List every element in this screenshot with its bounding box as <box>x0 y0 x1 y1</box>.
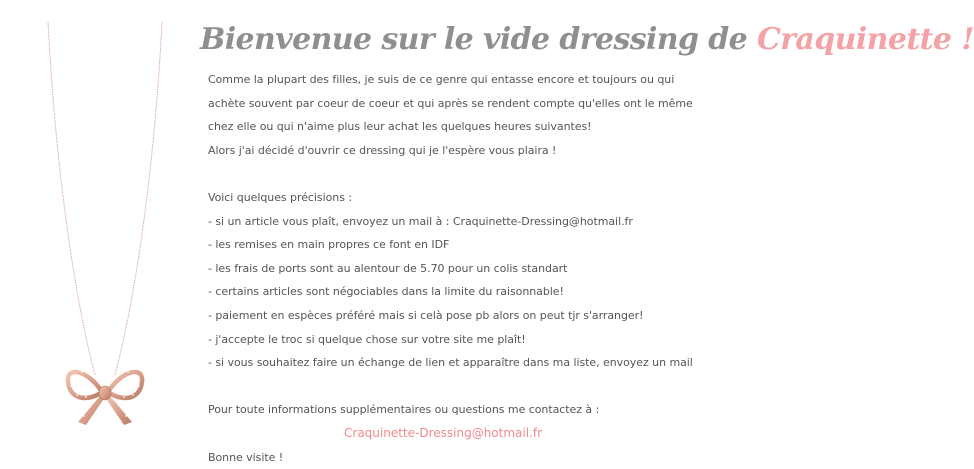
closing-text: Bonne visite ! <box>208 446 728 469</box>
detail-item: - si un article vous plaît, envoyez un mail à : Craquinette-Dressing@hotmail.fr <box>208 210 728 234</box>
contact-email-link[interactable]: Craquinette-Dressing@hotmail.fr <box>344 422 728 446</box>
detail-item: - paiement en espèces préféré mais si celà pose pb alors on peut tjr s'arranger! <box>208 304 728 328</box>
title-main: Bienvenue sur le vide dressing de <box>200 22 757 57</box>
spacer <box>208 375 728 399</box>
bow-necklace-image <box>40 20 170 440</box>
detail-item: - les remises en main propres ce font en IDF <box>208 233 728 257</box>
page-title <box>200 18 740 62</box>
spacer <box>208 162 728 186</box>
welcome-text <box>208 68 728 469</box>
intro-line: Comme la plupart des filles, je suis de ce genre qui entasse encore et toujours ou qui <box>208 68 728 92</box>
detail-item: - si vous souhaitez faire un échange de lien et apparaître dans ma liste, envoyez un mail <box>208 351 728 375</box>
intro-line: chez elle ou qui n'aime plus leur achat les quelques heures suivantes! <box>208 115 728 139</box>
intro-line: Alors j'ai décidé d'ouvrir ce dressing qui je l'espère vous plaira ! <box>208 139 728 163</box>
detail-item: - les frais de ports sont au alentour de 5.70 pour un colis standart <box>208 257 728 281</box>
detail-item: - certains articles sont négociables dans la limite du raisonnable! <box>208 280 728 304</box>
detail-item: - j'accepte le troc si quelque chose sur votre site me plaît! <box>208 328 728 352</box>
contact-text: Pour toute informations supplémentaires ou questions me contactez à : <box>208 398 728 422</box>
intro-line: achète souvent par coeur de coeur et qui après se rendent compte qu'elles ont le même <box>208 92 728 116</box>
details-heading: Voici quelques précisions : <box>208 186 728 210</box>
title-accent: Craquinette ! <box>757 22 974 57</box>
